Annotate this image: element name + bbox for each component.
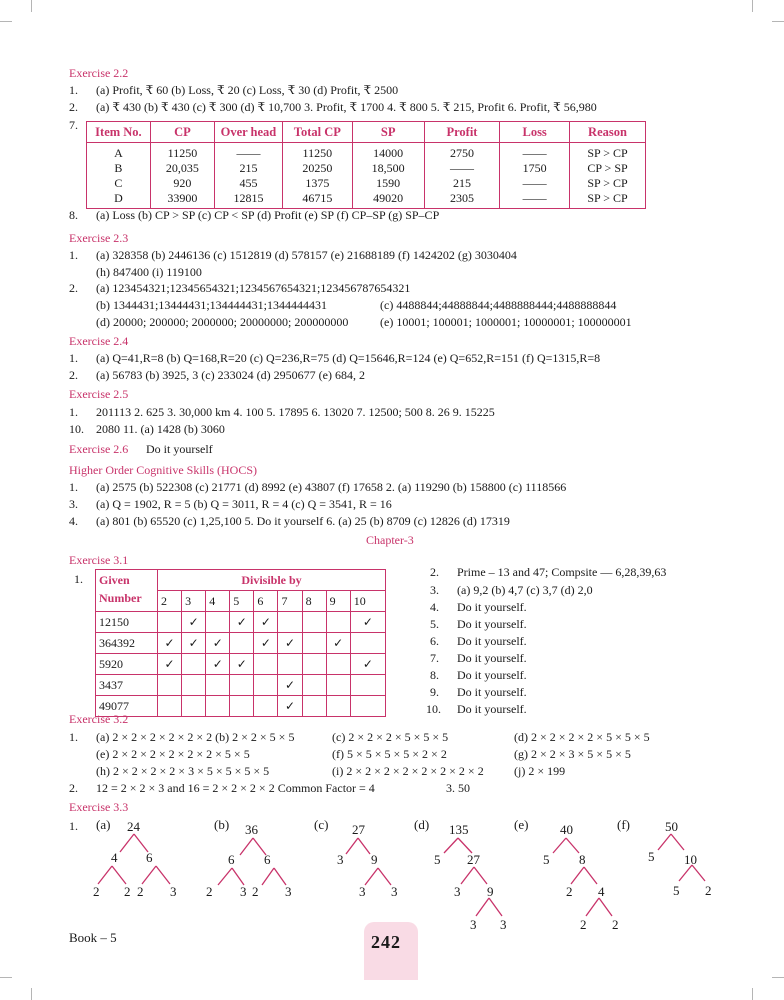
- tree-branch: [584, 867, 597, 884]
- tree-node: 4: [111, 850, 118, 865]
- tree-node: 2: [612, 917, 619, 932]
- item-number: 5.: [430, 617, 439, 631]
- answer-line: (a) 56783 (b) 3925, 3 (c) 233024 (d) 2950677 (e) 684, 2: [96, 368, 365, 382]
- tree-branch: [566, 838, 579, 853]
- item-number: 1.: [69, 351, 78, 365]
- tree-branch: [553, 838, 566, 853]
- item-number: 7.: [69, 118, 78, 132]
- tree-branch: [461, 867, 474, 884]
- check-cell: ✓: [254, 612, 278, 633]
- item-number: 9.: [430, 685, 439, 699]
- tree-branch: [378, 868, 391, 885]
- table-header: CP: [150, 122, 214, 143]
- tree-branch: [232, 868, 244, 885]
- answer-line: (a) 328358 (b) 2446136 (c) 1512819 (d) 578157 (e) 21688189 (f) 1424202 (g) 3030404: [96, 248, 517, 262]
- tree-branch: [474, 867, 487, 884]
- answer-line: 12 = 2 × 2 × 3 and 16 = 2 × 2 × 2 × 2 Common Factor = 4: [96, 781, 375, 795]
- check-cell: ✓: [278, 633, 302, 654]
- answer-line: 3. 50: [446, 781, 470, 795]
- check-cell: ✓: [350, 612, 385, 633]
- table-cell: 2750 —— 215 2305: [424, 143, 500, 209]
- tree-node: 2: [566, 884, 573, 899]
- table-header: SP: [352, 122, 424, 143]
- number-cell: 3437: [96, 675, 158, 696]
- exercise-2-5-title: Exercise 2.5: [69, 387, 129, 401]
- tree-node: 2: [580, 917, 587, 932]
- item-number: 2.: [69, 368, 78, 382]
- tree-branch: [365, 868, 378, 885]
- divisor-cell: 2: [158, 591, 182, 612]
- tree-branch: [671, 834, 684, 850]
- check-cell: ✓: [206, 633, 230, 654]
- tree-label: (a): [96, 817, 111, 832]
- tree-node: 5: [648, 849, 655, 864]
- tree-node: 2: [206, 884, 213, 899]
- check-cell: ✓: [158, 633, 182, 654]
- hocs-title: Higher Order Cognitive Skills (HOCS): [69, 463, 257, 477]
- exercise-3-1-title: Exercise 3.1: [69, 553, 129, 567]
- tree-branch: [218, 868, 232, 885]
- answer-line: (c) 2 × 2 × 2 × 5 × 5 × 5: [332, 730, 449, 744]
- book-label: Book – 5: [69, 930, 117, 945]
- page-number: 242: [371, 932, 401, 952]
- tree-branch: [458, 838, 472, 853]
- tree-node: 27: [467, 852, 480, 867]
- item-number: 3.: [430, 583, 439, 597]
- answer-line: (g) 2 × 2 × 3 × 5 × 5 × 5: [514, 747, 631, 761]
- tree-branch: [262, 868, 274, 885]
- tree-node: 8: [579, 852, 586, 867]
- answer-line: Do it yourself.: [457, 702, 527, 716]
- answer-line: (f) 5 × 5 × 5 × 5 × 2 × 2: [332, 747, 447, 761]
- table-cell: SP > CP CP > SP SP > CP SP > CP: [570, 143, 646, 209]
- tree-branch: [489, 898, 502, 916]
- item-number: 1.: [69, 405, 78, 419]
- tree-label: (d): [414, 817, 430, 832]
- tree-node: 10: [684, 852, 697, 867]
- answer-line: (a) Q=41,R=8 (b) Q=168,R=20 (c) Q=236,R=75 (d) Q=15646,R=124 (e) Q=652,R=151 (f) Q=1315,R=8: [96, 351, 601, 365]
- item-number: 10.: [426, 702, 441, 716]
- item-number: 10.: [69, 422, 84, 436]
- answer-line: 2080 11. (a) 1428 (b) 3060: [96, 422, 225, 436]
- divisible-by-header: Divisible by: [158, 570, 386, 591]
- tree-node: 3: [454, 884, 461, 899]
- factor-tree-lines: [98, 834, 705, 916]
- tree-node: 36: [245, 822, 258, 837]
- answer-line: (a) 123454321;12345654321;1234567654321;123456787654321: [96, 281, 411, 295]
- tree-node: 3: [359, 884, 366, 899]
- tree-node: 5: [673, 883, 680, 898]
- tree-node: 27: [352, 822, 365, 837]
- tree-node: 9: [371, 852, 378, 867]
- table-header: Profit: [424, 122, 500, 143]
- answer-line: Prime – 13 and 47; Compsite — 6,28,39,63: [457, 565, 667, 579]
- item-number: 1.: [74, 572, 83, 586]
- tree-node: 135: [449, 822, 469, 837]
- check-cell: ✓: [230, 654, 254, 675]
- divisor-cell: 8: [302, 591, 326, 612]
- item-number: 2.: [69, 781, 78, 795]
- item-number: 4.: [430, 600, 439, 614]
- item-number: 2.: [69, 100, 78, 114]
- item-number: 3.: [69, 497, 78, 511]
- tree-branch: [476, 898, 489, 916]
- tree-node: 6: [264, 852, 271, 867]
- tree-branch: [156, 866, 170, 884]
- table-cell: A B C D: [87, 143, 151, 209]
- item-number: 1.: [69, 83, 78, 97]
- tree-node: 2: [93, 884, 100, 899]
- tree-node: 40: [560, 822, 573, 837]
- answer-line: (j) 2 × 199: [514, 764, 566, 778]
- table-header: Reason: [570, 122, 646, 143]
- item-number: 8.: [69, 208, 78, 222]
- divisor-cell: 7: [278, 591, 302, 612]
- check-cell: ✓: [182, 633, 206, 654]
- answer-line: (a) 2575 (b) 522308 (c) 21771 (d) 8992 (e) 43807 (f) 17658 2. (a) 119290 (b) 158800 (c) 1118566: [96, 480, 567, 494]
- tree-branch: [240, 838, 253, 855]
- check-cell: ✓: [158, 654, 182, 675]
- item-number: 7.: [430, 651, 439, 665]
- answer-line: (d) 2 × 2 × 2 × 2 × 5 × 5 × 5: [514, 730, 650, 744]
- exercise-2-4-title: Exercise 2.4: [69, 334, 129, 348]
- answer-line: (c) 4488844;44888844;4488888444;4488888844: [380, 298, 617, 312]
- divisor-cell: 4: [206, 591, 230, 612]
- tree-node: 3: [240, 884, 247, 899]
- check-cell: ✓: [350, 654, 385, 675]
- item-number: 2.: [430, 565, 439, 579]
- header-text: Given: [99, 573, 130, 587]
- tree-branch: [599, 898, 612, 916]
- table-cell: 14000 18,500 1590 49020: [352, 143, 424, 209]
- check-cell: ✓: [182, 612, 206, 633]
- tree-node: 2: [124, 884, 131, 899]
- tree-node: 50: [665, 819, 678, 834]
- tree-node: 3: [337, 852, 344, 867]
- check-cell: ✓: [254, 633, 278, 654]
- check-cell: ✓: [206, 654, 230, 675]
- tree-node: 2: [252, 884, 259, 899]
- tree-branch: [692, 865, 705, 881]
- answer-line: (e) 2 × 2 × 2 × 2 × 2 × 2 × 5 × 5: [96, 747, 250, 761]
- answer-line: (a) Q = 1902, R = 5 (b) Q = 3011, R = 4 (c) Q = 3541, R = 16: [96, 497, 392, 511]
- answer-line: (h) 2 × 2 × 2 × 2 × 3 × 5 × 5 × 5 × 5: [96, 764, 270, 778]
- tree-node: 5: [434, 852, 441, 867]
- item-number: 1.: [69, 819, 78, 833]
- tree-branch: [658, 834, 671, 850]
- answer-line: Do it yourself.: [457, 668, 527, 682]
- tree-branch: [112, 866, 126, 884]
- tree-label: (c): [314, 817, 329, 832]
- divisor-cell: 3: [182, 591, 206, 612]
- number-cell: 5920: [96, 654, 158, 675]
- item-number: 4.: [69, 514, 78, 528]
- exercise-2-6-title: Exercise 2.6: [69, 442, 129, 456]
- table-cell: 11250 20,035 920 33900: [150, 143, 214, 209]
- tree-node: 6: [228, 852, 235, 867]
- divisor-cell: 6: [254, 591, 278, 612]
- answer-line: (a) Loss (b) CP > SP (c) CP < SP (d) Profit (e) SP (f) CP–SP (g) SP–CP: [96, 208, 440, 222]
- answer-line: Do it yourself.: [457, 634, 527, 648]
- answer-line: 201113 2. 625 3. 30,000 km 4. 100 5. 17895 6. 13020 7. 12500; 500 8. 26 9. 15225: [96, 405, 495, 419]
- tree-node: 3: [391, 884, 398, 899]
- answer-line: (a) Profit, ₹ 60 (b) Loss, ₹ 20 (c) Loss, ₹ 30 (d) Profit, ₹ 2500: [96, 83, 399, 97]
- check-cell: ✓: [278, 675, 302, 696]
- number-cell: 49077: [96, 696, 158, 717]
- answer-line: (h) 847400 (i) 119100: [96, 265, 202, 279]
- tree-branch: [679, 865, 692, 881]
- item-number: 6.: [430, 634, 439, 648]
- answer-line: (a) 9,2 (b) 4,7 (c) 3,7 (d) 2,0: [457, 583, 593, 597]
- table-header: Total CP: [282, 122, 352, 143]
- tree-branch: [120, 834, 134, 852]
- table-cell: —— 215 455 12815: [214, 143, 282, 209]
- check-cell: ✓: [326, 633, 350, 654]
- exercise-2-3-title: Exercise 2.3: [69, 231, 129, 245]
- exercise-3-2-title: Exercise 3.2: [69, 712, 129, 726]
- divisor-cell: 9: [326, 591, 350, 612]
- header-text: Number: [99, 591, 142, 605]
- answer-line: Do it yourself.: [457, 617, 527, 631]
- table-header: Item No.: [87, 122, 151, 143]
- answer-line: (a) 801 (b) 65520 (c) 1,25,100 5. Do it yourself 6. (a) 25 (b) 8709 (c) 12826 (d) 17319: [96, 514, 510, 528]
- tree-branch: [142, 866, 156, 884]
- number-cell: 12150: [96, 612, 158, 633]
- tree-node: 5: [543, 852, 550, 867]
- tree-label: (b): [214, 817, 230, 832]
- tree-label: (e): [514, 817, 529, 832]
- tree-node: 2: [137, 884, 144, 899]
- answer-line: Do it yourself.: [457, 685, 527, 699]
- tree-branch: [571, 867, 584, 884]
- answer-line: Do it yourself: [146, 442, 213, 456]
- table-header: Over head: [214, 122, 282, 143]
- item-number: 1.: [69, 248, 78, 262]
- answer-line: (b) 1344431;13444431;134444431;1344444431: [96, 298, 327, 312]
- table-cell: —— 1750 —— ——: [500, 143, 570, 209]
- answer-line: (e) 10001; 100001; 1000001; 10000001; 100000001: [380, 315, 632, 329]
- tree-node: 4: [598, 884, 605, 899]
- tree-node: 3: [170, 884, 177, 899]
- answer-line: Do it yourself.: [457, 651, 527, 665]
- answer-line: (i) 2 × 2 × 2 × 2 × 2 × 2 × 2 × 2: [332, 764, 484, 778]
- answer-line: Do it yourself.: [457, 600, 527, 614]
- tree-node: 3: [470, 917, 477, 932]
- tree-node: 6: [146, 850, 153, 865]
- item-number: 1.: [69, 730, 78, 744]
- answer-line: (a) ₹ 430 (b) ₹ 430 (c) ₹ 300 (d) ₹ 10,700 3. Profit, ₹ 1700 4. ₹ 800 5. ₹ 215, Profit 6. Profit, ₹ 56,980: [96, 100, 597, 114]
- tree-branch: [586, 898, 599, 916]
- item-number: 2.: [69, 281, 78, 295]
- chapter-title: Chapter-3: [366, 533, 414, 547]
- divisor-cell: 5: [230, 591, 254, 612]
- table-header: Loss: [500, 122, 570, 143]
- tree-node: 24: [127, 819, 140, 834]
- tree-branch: [358, 838, 370, 854]
- exercise-2-2-title: Exercise 2.2: [69, 66, 129, 80]
- check-cell: ✓: [230, 612, 254, 633]
- tree-node: 3: [500, 917, 507, 932]
- number-cell: 364392: [96, 633, 158, 654]
- divisor-cell: 10: [350, 591, 385, 612]
- exercise-3-3-title: Exercise 3.3: [69, 800, 129, 814]
- item-number: 8.: [430, 668, 439, 682]
- tree-node: 9: [487, 884, 494, 899]
- table-cell: 11250 20250 1375 46715: [282, 143, 352, 209]
- tree-label: (f): [617, 817, 630, 832]
- check-cell: ✓: [278, 696, 302, 717]
- item-number: 1.: [69, 480, 78, 494]
- tree-branch: [444, 838, 458, 853]
- answer-line: (a) 2 × 2 × 2 × 2 × 2 × 2 (b) 2 × 2 × 5 × 5: [96, 730, 295, 744]
- tree-node: 2: [705, 883, 712, 898]
- answer-line: (d) 20000; 200000; 2000000; 20000000; 200000000: [96, 315, 349, 329]
- tree-node: 3: [285, 884, 292, 899]
- tree-branch: [346, 838, 358, 854]
- tree-branch: [98, 866, 112, 884]
- tree-branch: [274, 868, 286, 885]
